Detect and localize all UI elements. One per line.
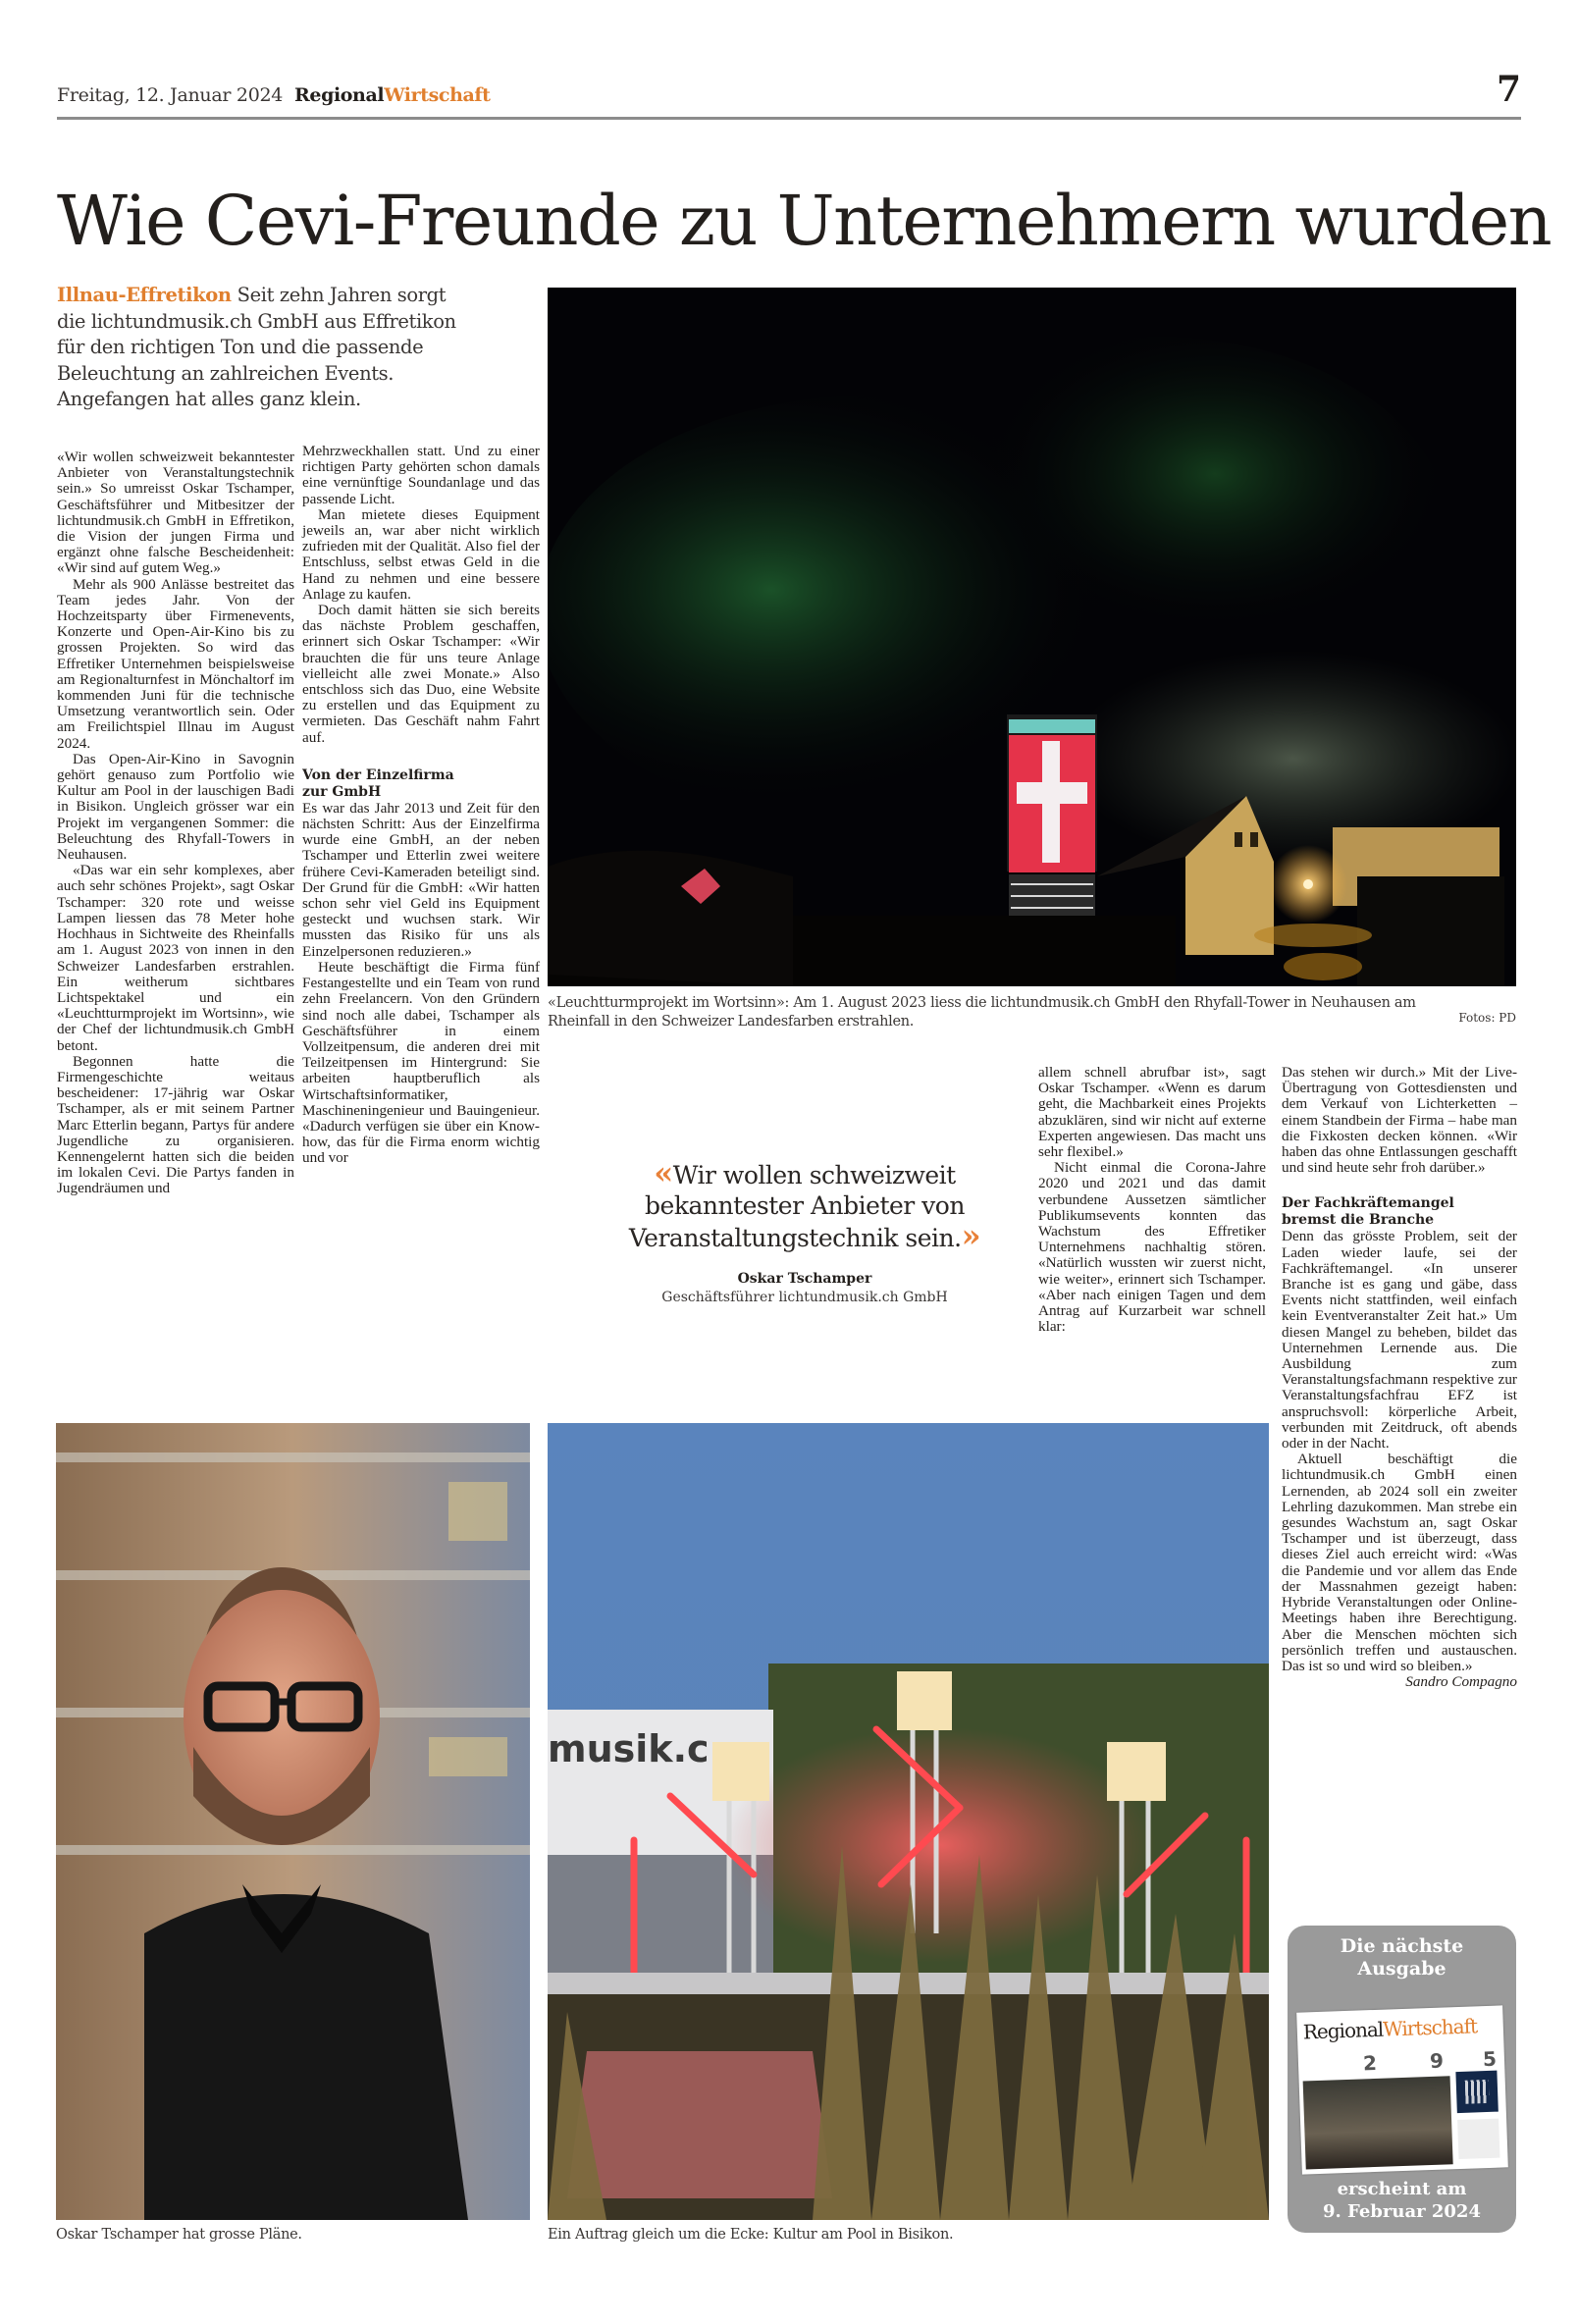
photo-credit: Fotos: PD <box>1458 1011 1516 1025</box>
cover-logo-wirtschaft: Wirtschaft <box>1382 2014 1478 2041</box>
photo-kultur-am-pool <box>548 1423 1269 2220</box>
article-column-1 <box>57 449 294 1197</box>
pull-quote <box>589 1154 1021 1254</box>
subheading-fachkraeftemangel <box>1282 1195 1517 1229</box>
brand-wirtschaft: Wirtschaft <box>384 84 491 106</box>
dateline-place: Illnau-Effretikon <box>57 284 232 306</box>
article-column-2 <box>302 444 540 1167</box>
paragraph: «Das war ein sehr komplexes, aber auch sehr schönes Projekt», sagt Oskar Tschamper: 320 rote und weisse Lampen liessen das 78 Meter hohe Hochhaus in Sichtweite des Rheinfalls am 1. August 2023 von innen in den Schweizer Landesfarben erstrahlen. Ein weitherum sichtbares Lichtspektakel und ein «Leuchtturmprojekt im Wortsinn», wie der Chef der lichtundmusik.ch GmbH betont. <box>57 862 294 1054</box>
photo-rhyfall-tower-image <box>548 288 1516 986</box>
article-column-4 <box>1038 1065 1266 1335</box>
footer-line: erscheint am <box>1337 2179 1467 2199</box>
section-brand <box>294 84 491 106</box>
portrait-caption: Oskar Tschamper hat grosse Pläne. <box>56 2227 302 2243</box>
pull-quote-text: Wir wollen schweizweit bekanntester Anbieter von Veranstaltungstechnik sein. <box>628 1161 965 1252</box>
paragraph: Das Open-Air-Kino in Savognin gehört genauso zum Portfolio wie Kultur am Pool in der lauschigen Badi in Bisikon. Ungleich grösser war ein Projekt im vergangenen Sommer: die Beleuchtung des Rhyfall-Towers in Neuhausen. <box>57 750 294 864</box>
stage-banner-text: musik.c <box>548 1727 710 1770</box>
photo-rhyfall-tower <box>548 288 1516 986</box>
paragraph: «Wir wollen schweizweit bekanntester Anbieter von Veranstaltungstechnik sein.» So umreisst Oskar Tschamper, Geschäftsführer und Mitbesitzer der lichtundmusik.ch GmbH in Effretikon, die Vision der jungen Firma und ergänzt ohne falsche Bescheidenheit: «Wir sind auf gutem Weg.» <box>57 449 294 577</box>
article-lede <box>57 283 469 413</box>
cover-logo-regional: Regional <box>1302 2017 1384 2044</box>
paragraph: Denn das grösste Problem, seit der Laden wieder laufe, sei der Fachkräftemangel. «In unserer Branche ist es gang und gäbe, dass Events nicht stattfinden, weil einfach kein Eventveranstalter Zeit hat.» Um diesen Mangel zu beheben, bildet das Unternehmen Lernende aus. Die Ausbildung zum Veranstaltungsfachmann respektive zur Veranstaltungsfachfrau EFZ ist anspruchsvoll: körperliche Arbeit, verbunden mit Zeitdruck, oft abends oder in der Nacht. <box>1282 1228 1517 1452</box>
page-number: 7 <box>1496 69 1521 110</box>
author-byline: Sandro Compagno <box>1405 1673 1517 1691</box>
pull-quote-name: Oskar Tschamper <box>737 1271 872 1287</box>
paragraph: Mehrzweckhallen statt. Und zu einer richtigen Party gehörten schon damals eine vernünftige Soundanlage und das passende Licht. <box>302 443 540 507</box>
cover-number: 9 <box>1429 2048 1445 2073</box>
paragraph: Nicht einmal die Corona-Jahre 2020 und 2021 und das damit verbundene Aussetzen sämtlicher Publikumsevents konnten das Wachstum des Effretiker Unternehmens nachhaltig stören. «Natürlich wussten wir zuerst nicht, wie weiter», erinnert sich Tschamper. «Aber nach einigen Tagen und dem Antrag auf Kurzarbeit war schnell klar: <box>1038 1159 1266 1336</box>
article-title: Wie Cevi-Freunde zu Unternehmern wurden <box>57 181 1552 261</box>
portrait-image <box>56 1423 530 2220</box>
next-issue-date <box>1288 2178 1516 2223</box>
paragraph: Mehr als 900 Anlässe bestreitet das Team jedes Jahr. Von der Hochzeitsparty über Firmenevents, Konzerte und Open-Air-Kino bis zu grossen Projekten. So wird das Effretiker Unternehmen beispielsweise am Regionalturnfest in Mönchaltorf im kommenden Juni für die technische Umsetzung verantwortlich sein. Oder am Freilichtspiel Illnau im August 2024. <box>57 575 294 752</box>
next-issue-box[interactable] <box>1288 1926 1516 2233</box>
cover-photo <box>1303 2076 1453 2169</box>
subheading-einzelfirma <box>302 767 540 801</box>
main-photo-caption: «Leuchtturmprojekt im Wortsinn»: Am 1. August 2023 liess die lichtundmusik.ch GmbH den Rhyfall-Tower in Neuhausen am Rheinfall in den Schweizer Landesfarben erstrahlen. <box>548 995 1416 1030</box>
close-quote-icon: » <box>961 1217 981 1254</box>
paragraph: Man mietete dieses Equipment jeweils an, war aber nicht wirklich zufrieden mit der Qualität. Also fiel der Entschluss, selbst etwas Geld in die Hand zu nehmen und eine bessere Anlage zu kaufen. <box>302 505 540 603</box>
stage-image <box>548 1423 1269 2220</box>
issue-date: Freitag, 12. Januar 2024 <box>57 84 284 106</box>
cover-number: 2 <box>1362 2050 1378 2076</box>
heading-line: Die nächste <box>1340 1935 1464 1957</box>
lede-text: Seit zehn Jahren sorgt die lichtundmusik.ch GmbH aus Effretikon für den richtigen Ton und die passende Beleuchtung an zahlreichen Events. Angefangen hat alles ganz klein. <box>57 284 456 410</box>
subheading-line: Der Fachkräftemangel <box>1282 1195 1454 1212</box>
qr-code-icon <box>1455 2071 1498 2113</box>
paragraph: Das stehen wir durch.» Mit der Live-Übertragung von Gottesdiensten und dem Verkauf von Lichterketten – einem Standbein der Firma – habe man die Fixkosten decken können. «Wir haben das ohne Entlassungen geschafft und sind heute sehr froh darüber.» <box>1282 1064 1517 1177</box>
cover-logo <box>1302 2014 1477 2043</box>
open-quote-icon: « <box>654 1154 673 1191</box>
brand-regional: Regional <box>294 84 385 106</box>
paragraph: Heute beschäftigt die Firma fünf Festangestellte und ein Team von rund zehn Freelancern. Von den Gründern sind noch alle dabei, Tschamper als Geschäftsführer in einem Vollzeitpensum, die anderen drei mit Teilzeitpensen im Hintergrund: Sie arbeiten hauptberuflich als Wirtschaftsinformatiker, Maschineningenieur und Bauingenieur. «Dadurch verfügen sie über ein Know-how, das für die Firma enorm wichtig und vor <box>302 958 540 1167</box>
stage-photo-caption: Ein Auftrag gleich um die Ecke: Kultur am Pool in Bisikon. <box>548 2227 954 2243</box>
paragraph: Begonnen hatte die Firmengeschichte weitaus bescheidener: 17-jährig war Oskar Tschamper, als er mit seinem Partner Marc Etterlin begann, Partys für andere Jugendliche zu organisieren. Kennengelernt hatten sich die beiden im lokalen Cevi. Die Partys fanden in Jugendräumen und <box>57 1052 294 1197</box>
subheading-line: zur GmbH <box>302 783 382 800</box>
paragraph: Doch damit hätten sie sich bereits das nächste Problem geschaffen, erinnert sich Oskar Tschamper: «Wir brauchten die für uns teure Anlage vielleicht alle zwei Monate.» Also entschloss sich das Duo, eine Website zu erstellen und das Equipment zu vermieten. Das Geschäft nahm Fahrt auf. <box>302 602 540 746</box>
paragraph: allem schnell abrufbar ist», sagt Oskar Tschamper. «Wenn es darum geht, die Machbarkeit eines Projekts abzuklären, sind wir nicht auf externe Experten angewiesen. Das macht uns sehr flexibel.» <box>1038 1064 1266 1161</box>
pull-quote-role: Geschäftsführer lichtundmusik.ch GmbH <box>661 1290 948 1305</box>
photo-oskar-tschamper <box>56 1423 530 2220</box>
header-rule <box>57 117 1521 120</box>
paragraph: Aktuell beschäftigt die lichtundmusik.ch GmbH einen Lernenden, ab 2024 soll ein zweiter Lehrling dazukommen. Man strebe ein gesundes Wachstum an, sagt Oskar Tschamper und ist überzeugt, dass dieses Ziel auch erreicht wird: «Was die Pandemie und vor allem das Ende der Massnahmen gezeigt haben: Hybride Veranstaltungen oder Online-Meetings haben ihre Berechtigung. Aber die Menschen möchten sich persönlich treffen und austauschen. Das ist so und wird so bleiben.» <box>1282 1451 1517 1674</box>
subheading-line: bremst die Branche <box>1282 1212 1435 1229</box>
cover-sidebar <box>1457 2119 1499 2159</box>
next-issue-heading <box>1288 1935 1516 1981</box>
paragraph: Es war das Jahr 2013 und Zeit für den nächsten Schritt: Aus der Einzelfirma wurde eine GmbH, an der neben Tschamper und Etterlin zwei weitere frühere Cevi-Kameraden beteiligt sind. Der Grund für die GmbH: «Wir hatten schon sehr viel Geld ins Equipment gesteckt und wuchsen stark. Wir mussten das Risiko für uns als Einzelpersonen reduzieren.» <box>302 799 540 960</box>
footer-line: 9. Februar 2024 <box>1323 2201 1481 2222</box>
cover-number: 5 <box>1482 2046 1498 2072</box>
next-issue-cover[interactable] <box>1296 2005 1508 2174</box>
article-column-5 <box>1282 1065 1517 1690</box>
subheading-line: Von der Einzelfirma <box>302 766 454 783</box>
heading-line: Ausgabe <box>1357 1958 1446 1980</box>
tower <box>1007 714 1097 943</box>
